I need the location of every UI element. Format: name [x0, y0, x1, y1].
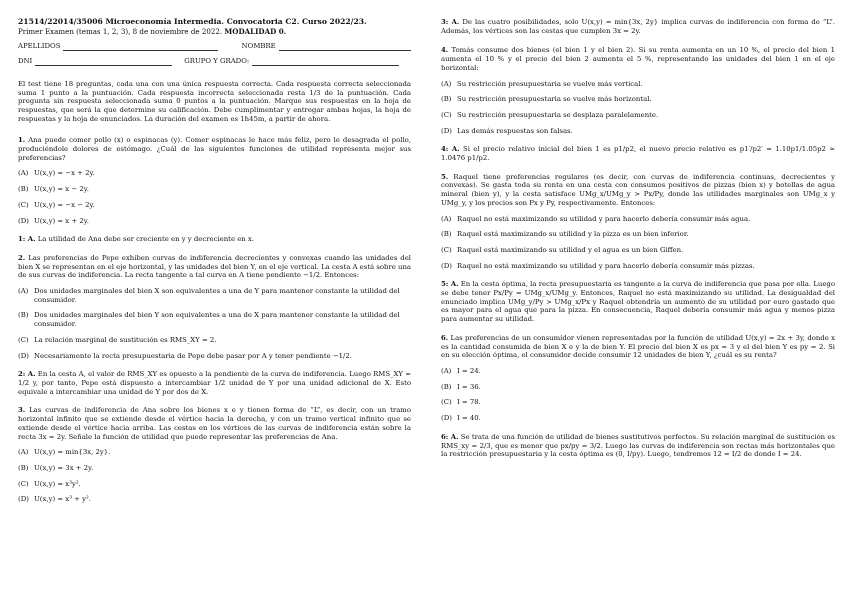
option-text: Su restricción presupuestaria se vuelve más vertical.	[457, 79, 643, 88]
answer-number: 2: A.	[18, 370, 36, 379]
option-b	[18, 464, 411, 473]
grupo-field[interactable]	[252, 59, 399, 66]
question-number: 4.	[441, 46, 449, 55]
option-b	[18, 311, 411, 328]
option-key: (A)	[18, 169, 29, 178]
option-d	[441, 414, 835, 423]
subtitle-text: Primer Examen (temas 1, 2, 3), 8 de noviembre de 2022.	[18, 26, 223, 36]
option-key: (D)	[441, 414, 452, 423]
option-b	[441, 230, 835, 239]
dni-label: DNI	[18, 57, 33, 66]
option-text: Dos unidades marginales del bien Y son equivalentes a una de X para mantener constante la utilidad del consumidor.	[34, 311, 400, 329]
question-text: Ana puede comer pollo (x) o espinacas (y). Comer espinacas le hace más feliz, pero le desagrada el pollo, produciéndole dolores de estómago. ¿Cuál de las siguientes funciones de utilidad representa mejor sus preferencias?	[18, 136, 411, 162]
option-a	[441, 80, 835, 89]
option-text: I = 36.	[457, 382, 481, 391]
nombre-field[interactable]	[279, 44, 411, 51]
option-text: I = 24.	[457, 366, 481, 375]
option-text: I = 40.	[457, 414, 481, 423]
option-key: (D)	[18, 216, 29, 225]
answer-text: De las cuatro posibilidades, solo U(x,y) = min{3x, 2y} implica curvas de indiferencia con forma de “L”. Además, los vértices son las cestas que cumplen 3x = 2y.	[441, 18, 835, 35]
option-b	[441, 95, 835, 104]
id-row	[18, 57, 411, 66]
answer-4	[441, 145, 835, 162]
option-text: U(x,y) = x³y².	[34, 479, 81, 488]
grupo-label: GRUPO Y GRADO:	[184, 57, 250, 66]
answer-number: 1: A.	[18, 235, 36, 244]
option-text: U(x,y) = 3x + 2y.	[34, 463, 94, 472]
option-text: U(x,y) = x + 2y.	[34, 216, 89, 225]
option-text: Su restricción presupuestaria se vuelve más horizontal.	[457, 95, 652, 104]
nombre-label: NOMBRE	[241, 42, 276, 51]
option-key: (D)	[18, 495, 29, 504]
option-text: Raquel está maximizando su utilidad y el agua es un bien Giffen.	[457, 245, 684, 254]
answer-text: Se trata de una función de utilidad de bienes sustitutivos perfectos. Su relación marginal de sustitución es RMS_xy = 2/3, que es menor que px/py = 3/2. Luego las curvas de indiferencia son rectas más horizontales que la restricción presupuestaria y la cesta óptima es (0, I/py). Luego, tendremos 12 = I/2 de donde I = 24.	[441, 432, 835, 459]
option-a	[441, 215, 835, 224]
option-key: (C)	[441, 245, 452, 254]
answer-text: En la cesta óptima, la recta presupuestaria es tangente a la curva de indiferencia que pasa por ella. Luego se debe tener Px/Py = UMg_x/UMg_y. Entonces, Raquel no está maximizando su utilidad. La desigualdad del enunciado implica UMg_y/Py > UMg_x/Px y Raquel obtendría un aumento de su utilidad por euro gastado que es mayor para el agua que para la pizza. En consecuencia, Raquel debería consumir más agua y menos pizza para aumentar su utilidad.	[441, 280, 835, 324]
option-text: U(x,y) = −x + 2y.	[34, 169, 95, 178]
apellidos-label: APELLIDOS	[18, 42, 61, 51]
option-text: U(x,y) = −x − 2y.	[34, 200, 95, 209]
answer-number: 6: A.	[441, 432, 459, 441]
option-a	[18, 448, 411, 457]
option-text: Raquel está maximizando su utilidad y la pizza es un bien inferior.	[457, 230, 689, 239]
apellidos-field[interactable]	[63, 44, 217, 51]
answer-text: La utilidad de Ana debe ser creciente en y y decreciente en x.	[37, 235, 254, 244]
option-key: (D)	[441, 126, 452, 135]
option-d	[18, 495, 411, 504]
option-key: (C)	[18, 335, 29, 344]
option-d	[441, 127, 835, 136]
option-key: (A)	[18, 287, 29, 296]
question-text: Las curvas de indiferencia de Ana sobre los bienes x e y tienen forma de “L”, es decir, con un tramo horizontal infinito que se extiende desde el vértice hacia la derecha, y con un tramo vertical infinito que se extiende desde el vértice hacia arriba. Las cestas en los vértices de las curvas de indiferencia están sobre la recta 3x = 2y. Señale la función de utilidad que puede representar las preferencias de Ana.	[18, 406, 411, 441]
answer-number: 3: A.	[441, 18, 460, 26]
option-text: U(x,y) = x³ + y².	[34, 495, 91, 504]
question-6	[441, 334, 835, 423]
question-5	[441, 173, 835, 271]
left-column	[18, 18, 411, 504]
option-key: (B)	[18, 185, 29, 194]
right-column	[441, 18, 835, 459]
option-key: (A)	[441, 79, 452, 88]
question-1	[18, 136, 411, 225]
answer-2	[18, 370, 411, 396]
question-number: 2.	[18, 253, 26, 262]
instructions: El test tiene 18 preguntas, cada una con una única respuesta correcta. Cada respuesta correcta seleccionada suma 1 punto a la puntuación. Cada respuesta incorrecta seleccionada resta 1/3 de la puntuación. Cada pregunta sin respuesta seleccionada suma 0 puntos a la puntuación. Marque sus respuestas en la hoja de respuestas, que será la que determine su calificación. Debe cumplimentar y entregar ambas hojas, la hoja de respuestas y la hoja de enunciados. La duración del examen es 1h45m, a partir de ahora.	[18, 79, 411, 123]
answer-6	[441, 433, 835, 459]
option-text: U(x,y) = x − 2y.	[34, 185, 89, 194]
option-key: (C)	[441, 398, 452, 407]
option-c	[18, 201, 411, 210]
answer-3	[441, 18, 835, 35]
option-text: Necesariamente la recta presupuestaria de Pepe debe pasar por A y tener pendiente −1/2.	[34, 351, 352, 360]
answer-5	[441, 280, 835, 324]
exam-subtitle	[18, 28, 411, 37]
question-3	[18, 406, 411, 504]
question-number: 3.	[18, 406, 26, 415]
option-key: (C)	[18, 200, 29, 209]
option-b	[441, 383, 835, 392]
answer-text: Si el precio relativo inicial del bien 1 es p1/p2, el nuevo precio relativo es p1′/p2′ = 1.10p1/1.05p2 ≈ 1.0476 p1/p2.	[441, 145, 836, 163]
option-c	[18, 480, 411, 489]
question-text: Raquel tiene preferencias regulares (es decir, con curvas de indiferencia continuas, decrecientes y convexas). Se gasta toda su renta en una cesta con consumos positivos de pizzas (bien x) y botellas de agua mineral (bien y), y la cesta satisface UMg_x/UMg_y > Px/Py, donde las utilidades marginales son UMg_x y UMg_y, y los precios son Px y Py, respectivamente. Entonces:	[441, 172, 836, 207]
answer-number: 4: A.	[441, 145, 460, 154]
question-text: Tomás consume dos bienes (el bien 1 y el bien 2). Si su renta aumenta en un 10 %, el precio del bien 1 aumenta el 10 % y el precio del bien 2 aumenta el 5 %, representando las unidades del bien 1 en el eje horizontal:	[441, 46, 835, 72]
answer-number: 5: A.	[441, 280, 459, 289]
question-4	[441, 46, 835, 135]
question-number: 6.	[441, 333, 449, 342]
option-text: La relación marginal de sustitución es RMS_XY = 2.	[34, 335, 217, 344]
option-d	[441, 262, 835, 271]
question-number: 5.	[441, 172, 449, 181]
question-2	[18, 254, 411, 360]
option-key: (A)	[441, 366, 452, 375]
dni-field[interactable]	[35, 59, 172, 66]
option-key: (D)	[441, 261, 452, 270]
option-text: Su restricción presupuestaria se desplaza paralelamente.	[457, 110, 659, 119]
modality: MODALIDAD 0.	[224, 26, 287, 36]
option-a	[441, 367, 835, 376]
name-row	[18, 42, 411, 51]
option-text: Raquel no está maximizando su utilidad y para hacerlo debería consumir más pizzas.	[457, 261, 755, 270]
option-key: (A)	[441, 214, 452, 223]
option-text: I = 78.	[457, 398, 481, 407]
option-d	[18, 217, 411, 226]
option-key: (C)	[441, 110, 452, 119]
answer-text: En la cesta A, el valor de RMS_XY es opuesto a la pendiente de la curva de indiferencia. Luego RMS_XY = 1/2 y, por tanto, Pepe está dispuesto a intercambiar 1/2 unidad de Y por una unidad adicional de X. Esto equivale a intercambiar una unidad de Y por dos de X.	[18, 370, 411, 396]
option-b	[18, 185, 411, 194]
option-c	[441, 398, 835, 407]
question-text: Las preferencias de Pepe exhiben curvas de indiferencia decrecientes y convexas cuando las unidades del bien X se representan en el eje horizontal, y las unidades del bien Y, en el eje vertical. La cesta A está sobre una de sus curvas de indiferencia. La recta tangente a tal curva en A tiene pendiente −1/2. Entonces:	[18, 253, 411, 280]
option-key: (B)	[441, 95, 452, 104]
answer-1	[18, 235, 411, 244]
option-text: Raquel no está maximizando su utilidad y para hacerlo debería consumir más agua.	[457, 214, 751, 223]
option-key: (B)	[18, 311, 29, 320]
option-key: (B)	[441, 230, 452, 239]
option-text: Dos unidades marginales del bien X son equivalentes a una de Y para mantener constante la utilidad del consumidor.	[34, 287, 400, 304]
option-key: (D)	[18, 351, 29, 360]
option-text: Las demás respuestas son falsas.	[457, 126, 573, 135]
option-c	[441, 246, 835, 255]
option-key: (B)	[18, 463, 29, 472]
option-key: (B)	[441, 382, 452, 391]
exam-title: 21514/22014/35006 Microeconomía Intermedia. Convocatoria C2. Curso 2022/23.	[18, 17, 367, 26]
option-a	[18, 169, 411, 178]
option-c	[18, 336, 411, 345]
question-number: 1.	[18, 136, 26, 145]
option-key: (A)	[18, 448, 29, 457]
option-text: U(x,y) = min{3x, 2y}.	[34, 448, 111, 457]
option-key: (C)	[18, 479, 29, 488]
option-a	[18, 287, 411, 304]
question-text: Las preferencias de un consumidor vienen representadas por la función de utilidad U(x,y) = 2x + 3y, donde x es la cantidad consumida de bien X e y la de bien Y. El precio del bien X es px = 3 y el del bien Y es py = 2. Si en su elección óptima, el consumidor decide consumir 12 unidades de bien Y, ¿cuál es su renta?	[441, 333, 835, 360]
option-d	[18, 352, 411, 361]
option-c	[441, 111, 835, 120]
